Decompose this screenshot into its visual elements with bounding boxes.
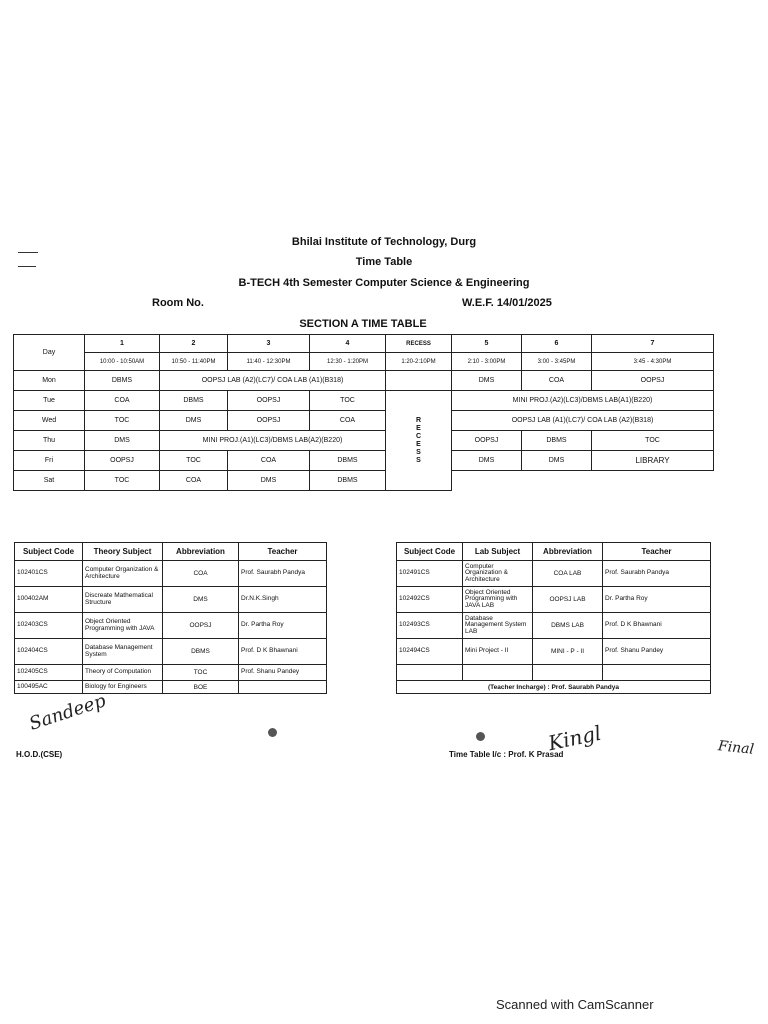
subject-code: 102405CS	[15, 665, 83, 681]
punch-hole	[268, 728, 277, 737]
subject-name: Computer Organization & Architecture	[463, 561, 533, 587]
scanner-watermark: Scanned with CamScanner	[496, 997, 654, 1012]
table-row	[15, 587, 327, 613]
teacher: Dr.N.K.Singh	[239, 587, 327, 613]
teacher: Prof. Saurabh Pandya	[603, 561, 711, 587]
teacher: Prof. Shanu Pandey	[239, 665, 327, 681]
room-label: Room No.	[152, 297, 204, 309]
table-row	[397, 639, 711, 665]
table-row	[15, 665, 327, 681]
column-header: Teacher	[239, 543, 327, 561]
period-cell: TOC	[85, 411, 160, 431]
column-header: Theory Subject	[83, 543, 163, 561]
column-header: Subject Code	[15, 543, 83, 561]
margin-mark	[18, 252, 38, 253]
slot-time: 3:45 - 4:30PM	[592, 353, 714, 371]
table-row	[15, 639, 327, 665]
period-cell: OOPSJ	[452, 431, 522, 451]
subject-name: Mini Project - II	[463, 639, 533, 665]
period-cell: OOPSJ	[228, 391, 310, 411]
abbreviation: DBMS LAB	[533, 613, 603, 639]
column-header: Abbreviation	[163, 543, 239, 561]
day-name: Wed	[14, 411, 85, 431]
slot-time-recess: 1:20-2:10PM	[386, 353, 452, 371]
abbreviation: COA	[163, 561, 239, 587]
period-cell: COA	[228, 451, 310, 471]
table-row	[397, 665, 711, 681]
slot-time: 10:50 - 11:40PM	[160, 353, 228, 371]
abbreviation: COA LAB	[533, 561, 603, 587]
table-row	[15, 561, 327, 587]
teacher: Prof. D K Bhawnani	[239, 639, 327, 665]
slot-number: 2	[160, 335, 228, 353]
slot-number: 3	[228, 335, 310, 353]
margin-mark	[18, 266, 36, 267]
abbreviation: DBMS	[163, 639, 239, 665]
slot-number: 1	[85, 335, 160, 353]
lab-cell: MINI PROJ.(A1)(LC3)/DBMS LAB(A2)(B220)	[160, 431, 386, 451]
table-row	[397, 613, 711, 639]
recess-letter: S	[416, 456, 421, 464]
program-title: B-TECH 4th Semester Computer Science & Engineering	[238, 277, 530, 289]
subject-code: 102493CS	[397, 613, 463, 639]
timetable-row-sat	[14, 471, 714, 491]
subject-name: Database Management System LAB	[463, 613, 533, 639]
recess-letter: R	[415, 416, 422, 424]
subject-code: 102404CS	[15, 639, 83, 665]
subject-name: Object Oriented Programming with JAVA LAB	[463, 587, 533, 613]
period-cell: DMS	[522, 451, 592, 471]
period-cell: DBMS	[310, 451, 386, 471]
teacher: Dr. Partha Roy	[603, 587, 711, 613]
lab-cell: OOPSJ LAB (A1)(LC7)/ COA LAB (A2)(B318)	[452, 411, 714, 431]
period-cell: LIBRARY	[592, 451, 714, 471]
lab-cell: OOPSJ LAB (A2)(LC7)/ COA LAB (A1)(B318)	[160, 371, 386, 391]
abbreviation: DMS	[163, 587, 239, 613]
subject-code: 100495AC	[15, 681, 83, 694]
subject-name: Database Management System	[83, 639, 163, 665]
period-cell: COA	[310, 411, 386, 431]
slot-number: 7	[592, 335, 714, 353]
table-row	[15, 681, 327, 694]
doc-title: Time Table	[355, 256, 413, 268]
teacher: Prof. D K Bhawnani	[603, 613, 711, 639]
slot-number-recess: RECESS	[386, 335, 452, 353]
teacher	[239, 681, 327, 694]
abbreviation: OOPSJ LAB	[533, 587, 603, 613]
subject-name: Theory of Computation	[83, 665, 163, 681]
slot-time: 2:10 - 3:00PM	[452, 353, 522, 371]
timetable-row-tue	[14, 391, 714, 411]
slot-number: 6	[522, 335, 592, 353]
period-cell: TOC	[85, 471, 160, 491]
period-cell: COA	[85, 391, 160, 411]
period-cell: DMS	[452, 371, 522, 391]
day-name: Tue	[14, 391, 85, 411]
theory-subject-table	[14, 542, 327, 694]
day-name: Mon	[14, 371, 85, 391]
period-cell: DBMS	[522, 431, 592, 451]
recess-cell	[386, 391, 452, 491]
slot-time: 3:00 - 3:45PM	[522, 353, 592, 371]
empty-cell	[452, 471, 714, 491]
punch-hole	[476, 732, 485, 741]
teacher-incharge: (Teacher Incharge) : Prof. Saurabh Pandya	[397, 681, 711, 694]
day-name: Thu	[14, 431, 85, 451]
subject-code: 102494CS	[397, 639, 463, 665]
period-cell: OOPSJ	[85, 451, 160, 471]
tt-incharge-label: Time Table I/c : Prof. K Prasad	[449, 750, 564, 759]
final-note: Final	[717, 738, 755, 758]
column-header: Subject Code	[397, 543, 463, 561]
incharge-signature: Kingl	[546, 720, 604, 756]
subject-code: 102401CS	[15, 561, 83, 587]
subject-name: Computer Organization & Architecture	[83, 561, 163, 587]
subject-name: Discreate Mathematical Structure	[83, 587, 163, 613]
period-cell: DBMS	[160, 391, 228, 411]
period-cell: COA	[160, 471, 228, 491]
recess-letter: E	[416, 440, 421, 448]
period-cell: TOC	[310, 391, 386, 411]
wef-date: W.E.F. 14/01/2025	[462, 297, 552, 309]
abbreviation: OOPSJ	[163, 613, 239, 639]
period-cell: DMS	[160, 411, 228, 431]
subject-code: 102491CS	[397, 561, 463, 587]
abbreviation: MINI - P - II	[533, 639, 603, 665]
column-header: Abbreviation	[533, 543, 603, 561]
column-header: Teacher	[603, 543, 711, 561]
day-name: Sat	[14, 471, 85, 491]
abbreviation: TOC	[163, 665, 239, 681]
table-row	[397, 561, 711, 587]
timetable-row-fri	[14, 451, 714, 471]
period-cell: TOC	[592, 431, 714, 451]
recess-gap	[386, 371, 452, 391]
period-cell: DMS	[452, 451, 522, 471]
timetable-row-wed	[14, 411, 714, 431]
day-name: Fri	[14, 451, 85, 471]
period-cell: OOPSJ	[592, 371, 714, 391]
institute-name: Bhilai Institute of Technology, Durg	[291, 236, 477, 248]
subject-name: Biology for Engineers	[83, 681, 163, 694]
timetable-row-thu	[14, 431, 714, 451]
period-cell: OOPSJ	[228, 411, 310, 431]
slot-number: 4	[310, 335, 386, 353]
timetable-row-mon	[14, 371, 714, 391]
lab-cell: MINI PROJ.(A2)(LC3)/DBMS LAB(A1)(B220)	[452, 391, 714, 411]
slot-time: 12:30 - 1:20PM	[310, 353, 386, 371]
period-cell: COA	[522, 371, 592, 391]
timetable	[13, 334, 714, 491]
slot-time: 11:40 - 12:30PM	[228, 353, 310, 371]
table-row	[15, 613, 327, 639]
lab-subject-table	[396, 542, 711, 694]
teacher: Prof. Saurabh Pandya	[239, 561, 327, 587]
section-title: SECTION A TIME TABLE	[299, 318, 427, 330]
slot-time: 10:00 - 10:50AM	[85, 353, 160, 371]
teacher: Dr. Partha Roy	[239, 613, 327, 639]
recess-letter: C	[415, 432, 422, 440]
recess-letter: S	[416, 448, 421, 456]
subject-code: 102403CS	[15, 613, 83, 639]
hod-label: H.O.D.(CSE)	[16, 750, 63, 759]
column-header: Lab Subject	[463, 543, 533, 561]
hod-signature: Sandeep	[26, 690, 109, 735]
subject-code: 100402AM	[15, 587, 83, 613]
period-cell: DMS	[85, 431, 160, 451]
abbreviation: BOE	[163, 681, 239, 694]
day-header: Day	[14, 335, 85, 371]
period-cell: DMS	[228, 471, 310, 491]
slot-number: 5	[452, 335, 522, 353]
table-row	[397, 587, 711, 613]
period-cell: TOC	[160, 451, 228, 471]
subject-name: Object Oriented Programming with JAVA	[83, 613, 163, 639]
period-cell: DBMS	[310, 471, 386, 491]
period-cell: DBMS	[85, 371, 160, 391]
teacher: Prof. Shanu Pandey	[603, 639, 711, 665]
recess-letter: E	[416, 424, 421, 432]
subject-code: 102492CS	[397, 587, 463, 613]
